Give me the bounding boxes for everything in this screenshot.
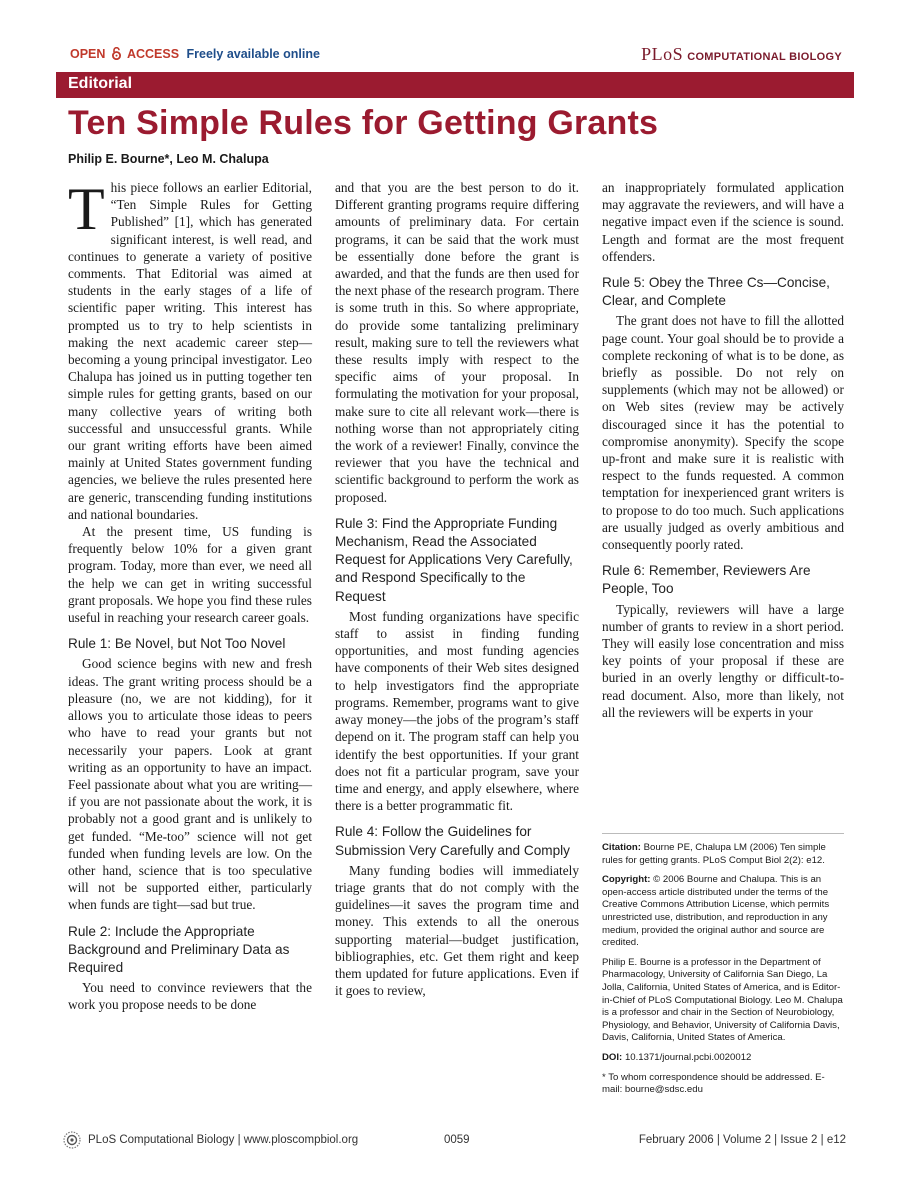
rule-3-text: Most funding organizations have specific staff to assist in finding funding opportunities, and most funding agencies have components of their Web sites designed to help investigators find the appropriate programs. Remember, programs want to give away money—the jobs of the program’s staff depend on it. The program staff can help you identify the best opportunities. If your grant does not fit a particular program, save your time and energy, and apply elsewhere, where there is a better programmatic fit. xyxy=(335,608,579,814)
rule-5-text: The grant does not have to fill the allotted page count. Your goal should be to provide a complete reckoning of what is to be done, as briefly as possible. Do not rely on supplements (which may not be allowed) or on Web sites (review may be actively discouraged since it has the potential to compromise anonymity). Specify the scope up-front and make sure it is realistic with respect to the funds requested. A common temptation for inexperienced grant writers is to propose to do too much. Such applications are usually judged as overly ambitious and consequently poorly rated. xyxy=(602,313,844,553)
article-metadata-box xyxy=(602,833,844,1104)
rule-6-heading: Rule 6: Remember, Reviewers Are People, Too xyxy=(602,563,811,597)
rule-6-text: Typically, reviewers will have a large number of grants to review in a short period. They will easily lose concentration and miss key points of your proposal if these are buried in an overly lengthy or difficult-to-read document. Also, more than likely, not all the reviewers will be experts in your xyxy=(602,601,844,720)
rule-1-text: Good science begins with new and fresh ideas. The grant writing process should be a pleasure (no, we are not kidding), for it allows you to articulate those ideas to peers who have to read your grants but not necessarily your papers. Look at grant writing as an opportunity to have an impact. Feel passionate about what you are writing—if you are not passionate about the work, it is probably not a good grant and is unlikely to get funded. “Me-too” science will not get funded when funding levels are low. On the other hand, science that is too speculative will not be supported either, particularly when funds are tight—sad but true. xyxy=(68,656,312,913)
brand-journal: COMPUTATIONAL BIOLOGY xyxy=(687,51,842,63)
rule-4-text-continued: an inappropriately formulated application may aggravate the reviewers, and will have a negative impact even if the science is sound. Length and format are the most frequent offenders. xyxy=(602,180,844,264)
copyright xyxy=(602,874,844,950)
open-access-lock-icon xyxy=(111,47,122,60)
rule-5-heading: Rule 5: Obey the Three Cs—Concise, Clear, and Complete xyxy=(602,275,830,309)
copyright-label: Copyright: xyxy=(602,874,651,886)
intro-paragraph-1 xyxy=(68,176,312,523)
column-1 xyxy=(68,176,312,1014)
journal-header xyxy=(70,44,842,68)
doi xyxy=(602,1052,844,1065)
citation xyxy=(602,842,844,867)
doi-label: DOI: xyxy=(602,1051,623,1063)
drop-cap: T xyxy=(68,176,105,242)
rule-4-heading: Rule 4: Follow the Guidelines for Submission Very Carefully and Comply xyxy=(335,824,570,858)
column-2 xyxy=(335,179,579,999)
rule-2-text-start: You need to convince reviewers that the work you propose needs to be done xyxy=(68,980,312,1013)
rule-2-heading: Rule 2: Include the Appropriate Background and Preliminary Data as Required xyxy=(68,923,290,975)
article-authors: Philip E. Bourne*, Leo M. Chalupa xyxy=(68,152,269,166)
open-access-label xyxy=(70,47,320,61)
page-footer xyxy=(62,1132,846,1152)
intro-text-1: his piece follows an earlier Editorial, “Ten Simple Rules for Getting Published” [1], which has generated significant interest, is well read, and continues to generate a variety of positive comments. That Editorial was aimed at students in the early stages of a life of scientific paper writing. This interest has prompted us to try to help scientists in making the next academic career step—becoming a young principal investigator. Leo Chalupa has joined us in putting together ten simple rules for getting grants, based on our many collective years of writing both successful and unsuccessful grants. While our grant writing efforts have been aimed mainly at United States government funding agencies, we believe the rules presented here are generic, transcending funding institutions and national boundaries. xyxy=(68,180,312,522)
rule-4-text-start: Many funding bodies will immediately triage grants that do not comply with the guidelines—it saves the program time and money. This extends to all the onerous supporting material—budget justification, bibliographies, etc. Get them right and keep them updated for future applications. Even if it goes to review, xyxy=(335,862,579,999)
citation-label: Citation: xyxy=(602,842,641,853)
access-word: ACCESS xyxy=(126,47,180,61)
page-number: 0059 xyxy=(444,1134,470,1146)
open-word: OPEN xyxy=(70,47,106,61)
rule-2-text-continued: and that you are the best person to do it. Different granting programs require differing amounts of preliminary data. For certain programs, it can be said that the work must be essentially done before the grant is awarded, and that the funds are then used for the next phase of the research program. There is some truth in this. So where appropriate, do provide some tantalizing preliminary result, making sure to tell the reviewers what these results imply with respect to the specific aims of your proposal. In formulating the motivation for your proposal, make sure to cite all relevant work—there is nothing worse than not appropriately citing the work of a reviewer! Finally, convince the reviewer that you have the technical and scientific background to perform the work as proposed. xyxy=(335,180,579,505)
journal-brand xyxy=(641,44,842,65)
plos-logo-icon xyxy=(62,1130,82,1150)
rule-3-heading: Rule 3: Find the Appropriate Funding Mechanism, Read the Associated Request for Applications Very Carefully, and Respond Specifically to the Request xyxy=(335,515,573,604)
rule-1-heading: Rule 1: Be Novel, but Not Too Novel xyxy=(68,636,286,652)
column-3 xyxy=(602,179,844,721)
section-label: Editorial xyxy=(68,75,133,92)
doi-text: 10.1371/journal.pcbi.0020012 xyxy=(624,1051,752,1063)
correspondence: * To whom correspondence should be addressed. E-mail: bourne@sdsc.edu xyxy=(602,1071,825,1096)
brand-plos: PLoS xyxy=(641,44,684,64)
intro-paragraph-2: At the present time, US funding is frequently below 10% for a given grant program. Today, more than ever, we need all the help we can get in writing successful grant proposals. We hope you find these rules useful in reaching your research career goals. xyxy=(68,524,312,626)
free-availability-text: Freely available online xyxy=(186,47,320,61)
author-bio: Philip E. Bourne is a professor in the Department of Pharmacology, University of California San Diego, La Jolla, California, United States of America, and is Editor-in-Chief of PLoS Computational Biology. Leo M. Chalupa is a professor and chair in the Section of Neurobiology, Physiology, and Behavior, University of California Davis, Davis, California, United States of America. xyxy=(602,956,843,1044)
citation-text: Bourne PE, Chalupa LM (2006) Ten simple rules for getting grants. PLoS Comput Biol 2(2): e12. xyxy=(602,842,826,866)
copyright-text: © 2006 Bourne and Chalupa. This is an open-access article distributed under the terms of the Creative Commons Attribution License, which permits unrestricted use, distribution, and reproduction in any medium, provided the original author and source are credited. xyxy=(602,874,830,949)
section-bar xyxy=(56,72,854,98)
article-title: Ten Simple Rules for Getting Grants xyxy=(68,104,659,142)
footer-journal: PLoS Computational Biology | www.ploscompbiol.org xyxy=(88,1134,359,1146)
footer-issue: February 2006 | Volume 2 | Issue 2 | e12 xyxy=(638,1134,846,1146)
